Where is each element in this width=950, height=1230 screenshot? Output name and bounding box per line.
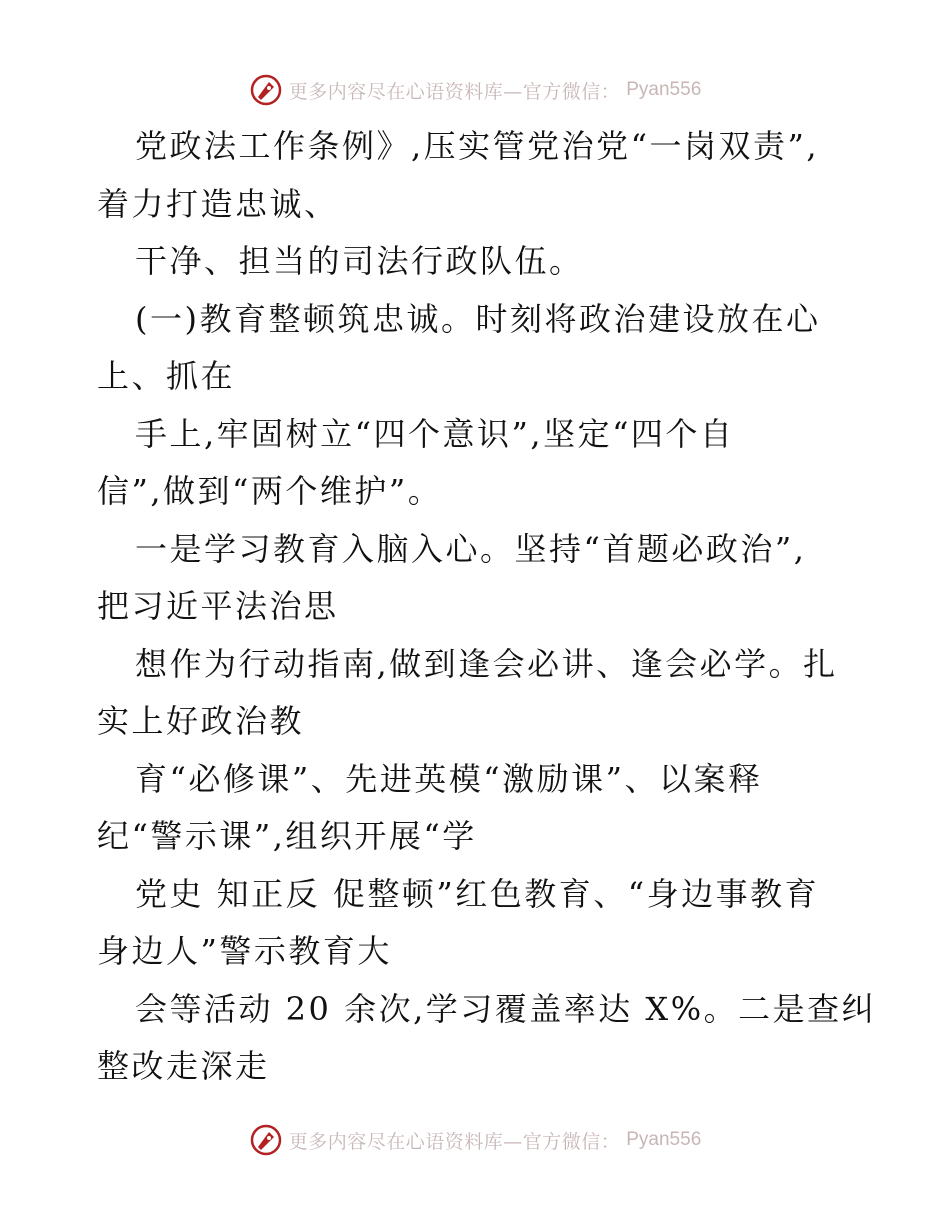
watermark-wechat-id: Pyan556 [626,79,702,100]
text-line: 会等活动 20 余次,学习覆盖率达 X%。二是查纠 [135,989,877,1028]
text-line: 党政法工作条例》,压实管党治党“一岗双责”, [135,127,820,165]
text-line: 干净、担当的司法行政队伍。 [135,242,584,280]
watermark-text: 更多内容尽在心语资料库—官方微信： [288,80,621,103]
text-line: 上、抓在 [97,357,236,395]
text-line: 信”,做到“两个维护”。 [97,472,443,510]
pen-nib-circle-icon [249,73,283,107]
watermark-wechat-id: Pyan556 [626,1129,702,1150]
text-line: 育“必修课”、先进英模“激励课”、以案释 [135,759,763,798]
text-line: 整改走深走 [97,1047,270,1085]
text-line: (一)教育整顿筑忠诚。时刻将政治建设放在心 [135,299,821,338]
text-line: 想作为行动指南,做到逢会必讲、逢会必学。扎 [135,644,838,683]
text-line: 着力打造忠诚、 [97,184,339,223]
text-line: 手上,牢固树立“四个意识”,坚定“四个自 [135,414,735,453]
pen-nib-circle-icon [249,1123,283,1157]
text-line: 实上好政治教 [97,702,305,740]
text-line: 纪“警示课”,组织开展“学 [97,817,477,855]
text-line: 党史 知正反 促整顿”红色教育、“身边事教育 [135,874,820,913]
watermark-header [0,70,950,110]
watermark-text: 更多内容尽在心语资料库—官方微信： [288,1130,621,1153]
watermark-footer [0,1120,950,1160]
text-line: 把习近平法治思 [97,587,339,625]
document-body [0,118,950,1096]
text-line: 一是学习教育入脑入心。坚持“首题必政治”, [135,529,807,568]
text-line: 身边人”警示教育大 [97,932,392,970]
